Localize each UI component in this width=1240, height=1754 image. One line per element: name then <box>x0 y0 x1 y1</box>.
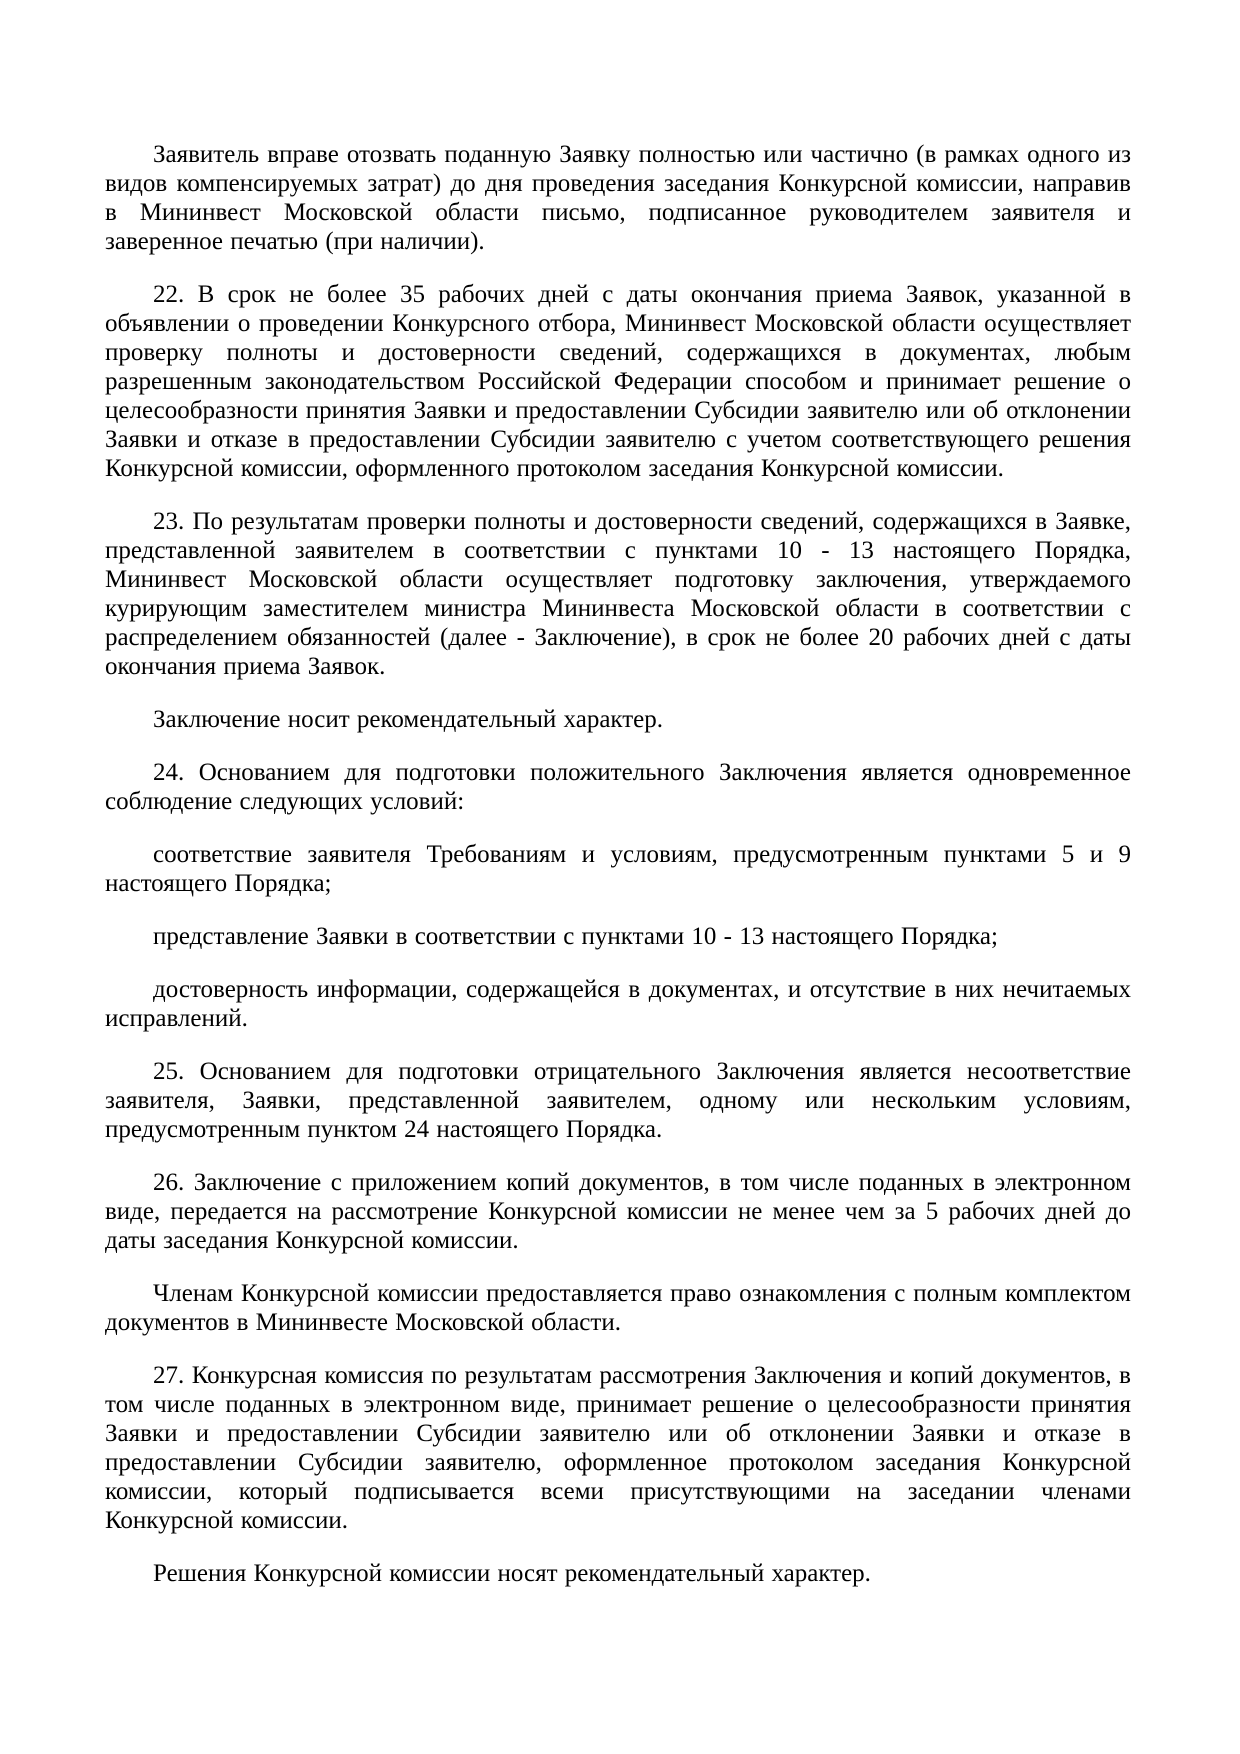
paragraph-clause-23: 23. По результатам проверки полноты и достоверности сведений, содержащихся в Заявке, представленной заявителем в соответствии с пунктами 10 - 13 настоящего Порядка, Мининвест Московской области осуществляет подготовку заключения, утверждаемого курирующим заместителем министра Мининвеста Московской области в соответствии с распределением обязанностей (далее - Заключение), в срок не более 20 рабочих дней с даты окончания приема Заявок. <box>105 508 1131 680</box>
paragraph-condition-compliance: соответствие заявителя Требованиям и условиям, предусмотренным пунктами 5 и 9 настоящего Порядка; <box>105 841 1131 897</box>
paragraph-clause-22: 22. В срок не более 35 рабочих дней с даты окончания приема Заявок, указанной в объявлении о проведении Конкурсного отбора, Мининвест Московской области осуществляет проверку полноты и достоверности сведений, содержащихся в документах, любым разрешенным законодательством Российской Федерации способом и принимает решение о целесообразности принятия Заявки и предоставлении Субсидии заявителю или об отклонении Заявки и отказе в предоставлении Субсидии заявителю с учетом соответствующего решения Конкурсной комиссии, оформленного протоколом заседания Конкурсной комиссии. <box>105 281 1131 482</box>
paragraph-withdraw-application: Заявитель вправе отозвать поданную Заявку полностью или частично (в рамках одного из видов компенсируемых затрат) до дня проведения заседания Конкурсной комиссии, направив в Мининвест Московской области письмо, подписанное руководителем заявителя и заверенное печатью (при наличии). <box>105 141 1131 255</box>
paragraph-commission-members-access: Членам Конкурсной комиссии предоставляется право ознакомления с полным комплектом документов в Мининвесте Московской области. <box>105 1280 1131 1336</box>
paragraph-clause-27: 27. Конкурсная комиссия по результатам рассмотрения Заключения и копий документов, в том числе поданных в электронном виде, принимает решение о целесообразности принятия Заявки и предоставлении Субсидии заявителю или об отклонении Заявки и отказе в предоставлении Субсидии заявителю, оформленное протоколом заседания Конкурсной комиссии, который подписывается всеми присутствующими на заседании членами Конкурсной комиссии. <box>105 1362 1131 1534</box>
paragraph-commission-decisions-note: Решения Конкурсной комиссии носят рекомендательный характер. <box>153 1560 871 1587</box>
paragraph-clause-24: 24. Основанием для подготовки положительного Заключения является одновременное соблюдение следующих условий: <box>105 759 1131 815</box>
paragraph-clause-25: 25. Основанием для подготовки отрицательного Заключения является несоответствие заявителя, Заявки, представленной заявителем, одному или нескольким условиям, предусмотренным пунктом 24 настоящего Порядка. <box>105 1058 1131 1143</box>
paragraph-condition-reliability: достоверность информации, содержащейся в документах, и отсутствие в них нечитаемых исправлений. <box>105 976 1131 1032</box>
paragraph-conclusion-advisory-note: Заключение носит рекомендательный характер. <box>153 706 664 733</box>
paragraph-condition-submission: представление Заявки в соответствии с пунктами 10 - 13 настоящего Порядка; <box>153 923 998 950</box>
paragraph-clause-26: 26. Заключение с приложением копий документов, в том числе поданных в электронном виде, передается на рассмотрение Конкурсной комиссии не менее чем за 5 рабочих дней до даты заседания Конкурсной комиссии. <box>105 1169 1131 1254</box>
